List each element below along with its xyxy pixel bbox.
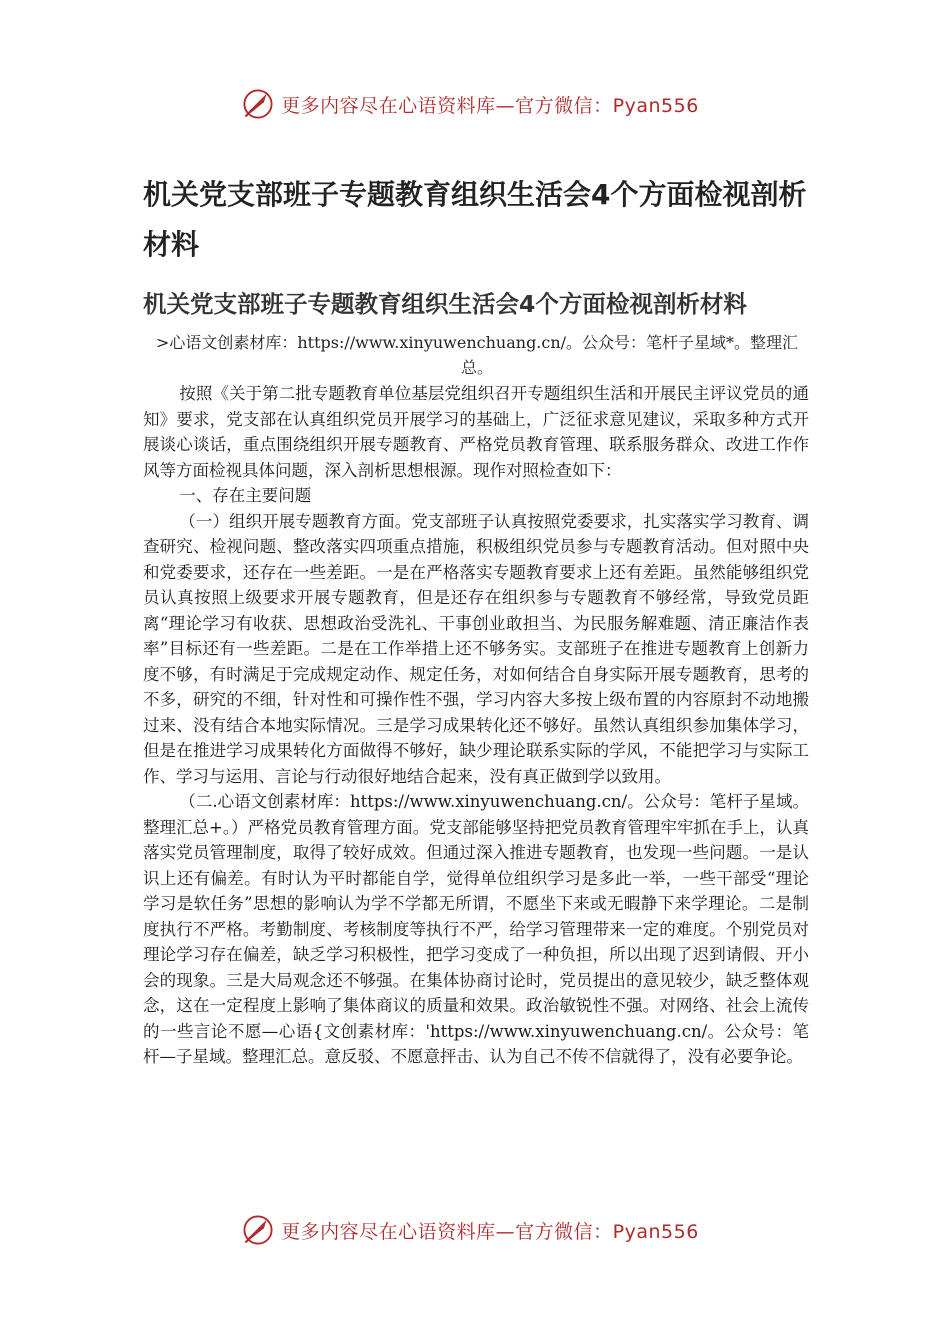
paragraph-intro: 按照《关于第二批专题教育单位基层党组织召开专题组织生活和开展民主评议党员的通知》要求，党支部在认真组织党员开展学习的基础上，广泛征求意见建议，采取多种方式开展谈心谈话，重点围绕组织开展专题教育、严格党员教育管理、联系服务群众、改进工作作风等方面检视具体问题，深入剖析思想根源。现作对照检查如下： bbox=[143, 384, 809, 480]
source-note: >心语文创素材库：https://www.xinyuwenchuang.cn/。公众号：笔杆子星域*。整理汇总。 bbox=[155, 333, 799, 377]
header-banner bbox=[0, 82, 950, 126]
header-banner-text: 更多内容尽在心语资料库—官方微信：Pyan556 bbox=[281, 94, 699, 117]
footer-wechat-id: Pyan556 bbox=[612, 1220, 699, 1243]
footer-banner-text: 更多内容尽在心语资料库—官方微信：Pyan556 bbox=[281, 1220, 699, 1243]
quill-logo-icon bbox=[241, 1213, 275, 1247]
quill-logo-icon bbox=[241, 87, 275, 121]
paragraph-section-1: （一）组织开展专题教育方面。党支部班子认真按照党委要求，扎实落实学习教育、调查研究、检视问题、整改落实四项重点措施，积极组织党员参与专题教育活动。但对照中央和党委要求，还存在一些差距。一是在严格落实专题教育要求上还有差距。虽然能够组织党员认真按照上级要求开展专题教育，但是还存在组织参与专题教育不够经常，导致党员距离“理论学习有收获、思想政治受洗礼、干事创业敢担当、为民服务解难题、清正廉洁作表率”目标还有一些差距。二是在工作举措上还不够务实。支部班子在推进专题教育上创新力度不够，有时满足于完成规定动作、规定任务，对如何结合自身实际开展专题教育，思考的不多，研究的不细，针对性和可操作性不强，学习内容大多按上级布置的内容原封不动地搬过来、没有结合本地实际情况。三是学习成果转化还不够好。虽然认真组织参加集体学习，但是在推进学习成果转化方面做得不够好，缺少理论联系实际的学风，不能把学习与实际工作、学习与运用、言论与行动很好地结合起来，没有真正做到学以致用。 bbox=[143, 511, 809, 786]
paragraph-section-2: （二.心语文创素材库：https://www.xinyuwenchuang.cn/。公众号：笔杆子星域。整理汇总+。）严格党员教育管理方面。党支部能够坚持把党员教育管理牢牢抓在手上，认真落实党员管理制度，取得了较好成效。但通过深入推进专题教育，也发现一些问题。一是认识上还有偏差。有时认为平时都能自学，觉得单位组织学习是多此一举，一些干部受“理论学习是软任务”思想的影响认为学不学都无所谓，不愿坐下来或无暇静下来学理论。二是制度执行不严格。考勤制度、考核制度等执行不严，给学习管理带来一定的难度。个别党员对理论学习存在偏差，缺乏学习积极性，把学习变成了一种负担，所以出现了迟到请假、开小会的现象。三是大局观念还不够强。在集体协商讨论时，党员提出的意见较少，缺乏整体观念，这在一定程度上影响了集体商议的质量和效果。政治敏锐性不强。对网络、社会上流传的一些言论不愿—心语{文创素材库：'https://www.xinyuwenchuang.cn/。公众号：笔杆—子星域。整理汇总。意反驳、不愿意抨击、认为自己不传不信就得了，没有必要争论。 bbox=[143, 792, 809, 1066]
footer-banner bbox=[0, 1208, 950, 1252]
header-wechat-id: Pyan556 bbox=[612, 94, 699, 117]
section-heading: 一、存在主要问题 bbox=[179, 486, 312, 505]
document-title: 机关党支部班子专题教育组织生活会4个方面检视剖析材料 bbox=[143, 178, 807, 261]
document-body bbox=[143, 381, 809, 1070]
document-subtitle: 机关党支部班子专题教育组织生活会4个方面检视剖析材料 bbox=[143, 290, 747, 318]
